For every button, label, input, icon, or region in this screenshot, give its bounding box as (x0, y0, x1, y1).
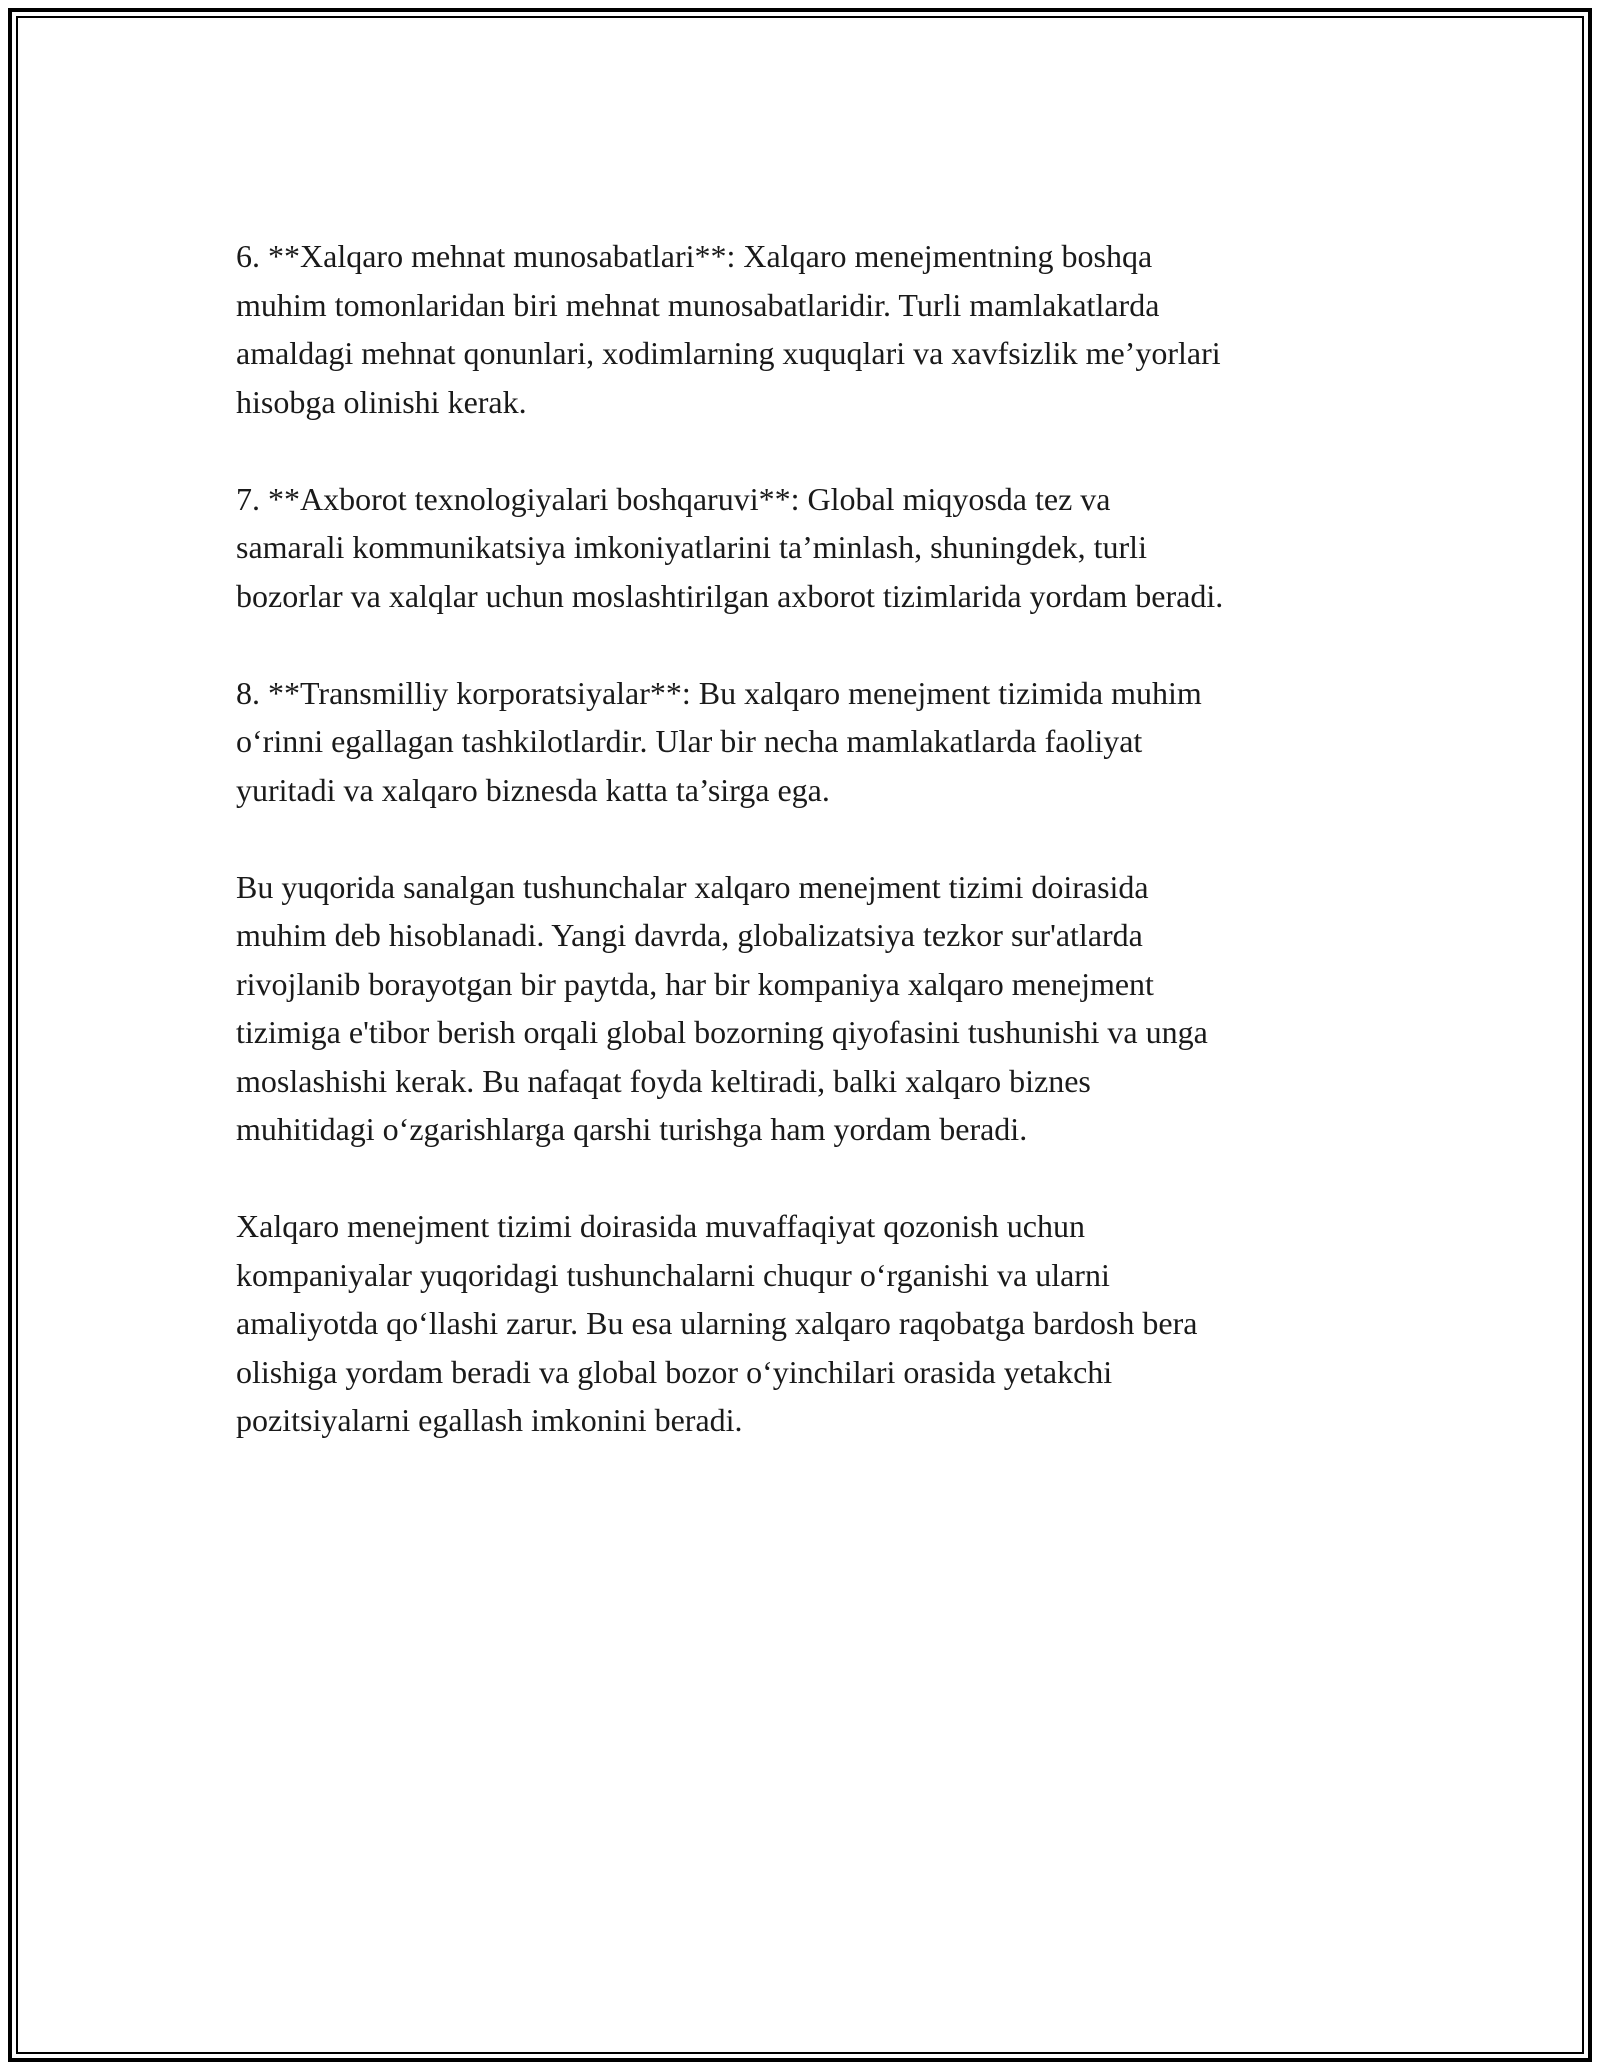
paragraph-conclusion: Xalqaro menejment tizimi doirasida muvaffaqiyat qozonish uchun kompaniyalar yuqoridagi tushunchalarni chuqur o‘rganishi va ularni amaliyotda qo‘llashi zarur. Bu esa ularning xalqaro raqobatga bardosh bera olishiga yordam beradi va global bozor o‘yinchilari orasida yetakchi pozitsiyalarni egallash imkonini beradi. (236, 1208, 1198, 1438)
document-body (236, 232, 1376, 1493)
paragraph-it-management: 7. **Axborot texnologiyalari boshqaruvi**: Global miqyosda tez va samarali kommunikatsiya imkoniyatlarini ta’minlash, shuningdek, turli bozorlar va xalqlar uchun moslashtirilgan axborot tizimlarida yordam beradi. (236, 480, 1224, 614)
paragraph-transnational-corporations: 8. **Transmilliy korporatsiyalar**: Bu xalqaro menejment tizimida muhim o‘rinni egallagan tashkilotlardir. Ular bir necha mamlakatlarda faoliyat yuritadi va xalqaro biznesda katta ta’sirga ega. (236, 674, 1202, 808)
paragraph-labor-relations: 6. **Xalqaro mehnat munosabatlari**: Xalqaro menejmentning boshqa muhim tomonlaridan biri mehnat munosabatlaridir. Turli mamlakatlarda amaldagi mehnat qonunlari, xodimlarning xuquqlari va xavfsizlik me’yorlari hisobga olinishi kerak. (236, 238, 1221, 420)
paragraph-summary: Bu yuqorida sanalgan tushunchalar xalqaro menejment tizimi doirasida muhim deb hisoblanadi. Yangi davrda, globalizatsiya tezkor sur'atlarda rivojlanib borayotgan bir paytda, har bir kompaniya xalqaro menejment tizimiga e'tibor berish orqali global bozorning qiyofasini tushunishi va unga moslashishi kerak. Bu nafaqat foyda keltiradi, balki xalqaro biznes muhitidagi o‘zgarishlarga qarshi turishga ham yordam beradi. (236, 868, 1208, 1147)
